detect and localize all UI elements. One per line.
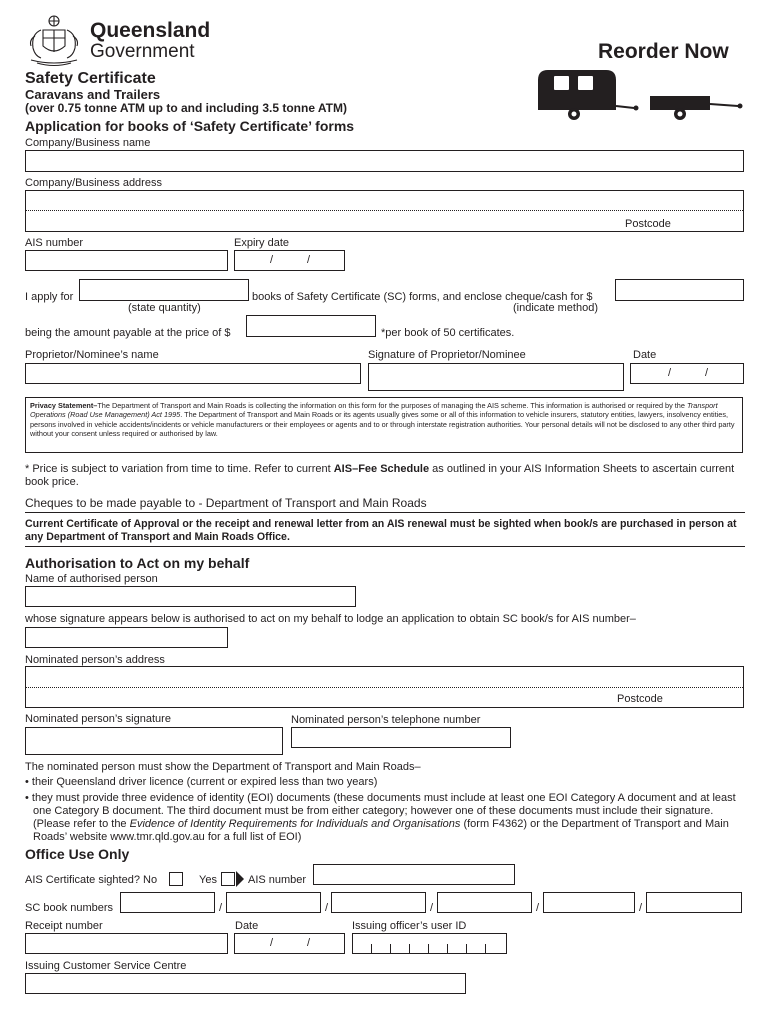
ais-number-label: AIS number: [25, 237, 84, 249]
authorised-name-field[interactable]: [25, 586, 356, 607]
must-show-text: The nominated person must show the Department of Transport and Main Roads–: [25, 761, 421, 773]
proprietor-signature-label: Signature of Proprietor/Nominee: [368, 349, 526, 361]
price-note: [25, 463, 745, 489]
ais-sighted-no-checkbox[interactable]: [169, 872, 183, 886]
officer-id-tick-4: [428, 944, 429, 953]
apply-for-label: I apply for: [25, 291, 74, 303]
sc-sep-3: /: [430, 902, 434, 914]
sc-sep-4: /: [536, 902, 540, 914]
sc-sep-5: /: [639, 902, 643, 914]
payment-amount-field[interactable]: [615, 279, 744, 301]
bullet-driver-licence-text: their Queensland driver licence (current or expired less than two years): [31, 776, 378, 788]
ais-sighted-yes-checkbox[interactable]: [221, 872, 235, 886]
service-centre-field[interactable]: [25, 973, 466, 994]
eoi-form-ref: Evidence of Identity Requirements for Individuals and Organisations: [129, 818, 461, 830]
price-note-text-2: as outlined in your AIS Information Sheets to ascertain current book price.: [25, 463, 735, 488]
address-divider: [26, 210, 743, 211]
office-date-field[interactable]: [234, 933, 345, 954]
receipt-number-label: Receipt number: [25, 920, 103, 932]
service-centre-label: Issuing Customer Service Centre: [25, 960, 187, 972]
officer-id-tick-7: [485, 944, 486, 953]
officer-id-tick-1: [371, 944, 372, 953]
privacy-text-1: The Department of Transport and Main Roads is collecting the information on this form for the purposes of managing the AIS scheme. This information is authorised or required by the: [97, 401, 687, 410]
per-book-text: *per book of 50 certificates.: [381, 327, 515, 339]
amount-payable-label: being the amount payable at the price of $: [25, 327, 231, 339]
bullet-eoi-text-1: they must provide three evidence of identity (EOI) documents (these documents must include at least one EOI Category A document and at least one Category B document. The third document must be from either category; however one of these documents must include their signature. (Please refer to the: [31, 792, 736, 830]
qld-coat-of-arms-logo: [25, 12, 83, 67]
nominated-signature-field[interactable]: [25, 727, 283, 755]
sc-book-number-2[interactable]: [226, 892, 321, 913]
form-heading: Application for books of ‘Safety Certificate’ forms: [25, 118, 355, 134]
sc-sep-2: /: [325, 902, 329, 914]
sc-book-number-1[interactable]: [120, 892, 215, 913]
company-name-label: Company/Business name: [25, 137, 151, 149]
nominated-telephone-label: Nominated person’s telephone number: [291, 714, 481, 726]
officer-id-field[interactable]: [352, 933, 507, 954]
reorder-now-title: Reorder Now: [598, 40, 729, 63]
receipt-number-field[interactable]: [25, 933, 228, 954]
sc-book-numbers-label: SC book numbers: [25, 902, 114, 914]
authorisation-heading: Authorisation to Act on my behalf: [25, 555, 250, 571]
officer-id-label: Issuing officer’s user ID: [352, 920, 467, 932]
bullet-eoi-text-2: (form F4362) or the Department of Transport and Main Roads’ website www.tmr.qld.gov.au for a full list of EOI): [33, 818, 729, 843]
expiry-date-label: Expiry date: [234, 237, 290, 249]
arrow-right-icon: [236, 871, 244, 887]
postcode-label: Postcode: [625, 218, 671, 230]
ais-number-field[interactable]: [25, 250, 228, 271]
expiry-date-field[interactable]: [234, 250, 345, 271]
privacy-heading: Privacy Statement–: [30, 401, 98, 410]
proprietor-name-field[interactable]: [25, 363, 361, 384]
privacy-act: Transport Operations (Road Use Management) Act 1995: [30, 401, 718, 420]
expiry-date-sep-1: /: [270, 254, 274, 266]
company-address-label: Company/Business address: [25, 177, 162, 189]
company-name-field[interactable]: [25, 150, 744, 172]
officer-id-tick-6: [466, 944, 467, 953]
sc-book-number-4[interactable]: [437, 892, 532, 913]
form-title: Safety Certificate: [25, 70, 156, 87]
sc-book-number-6[interactable]: [646, 892, 742, 913]
authorised-ais-number-field[interactable]: [25, 627, 228, 648]
date-sep-2: /: [705, 367, 709, 379]
privacy-text-2: . The Department of Transport and Main Roads or its agents usually gives some or all of this information to vehicle insurers, statutory entities, lawyers, insolvency entities, persons involved in vehicle accidents/incidents or vehicle manufacturers or their employees or agents and to or through interstate registration authorities. Your personal details will not be disclosed to any other third party without your consent unless required or authorised by law.: [30, 410, 735, 438]
org-name-line2: Government: [90, 41, 195, 62]
sc-book-number-3[interactable]: [331, 892, 426, 913]
proprietor-signature-field[interactable]: [368, 363, 624, 391]
quantity-field[interactable]: [79, 279, 249, 301]
cheques-note: Cheques to be made payable to - Department of Transport and Main Roads: [25, 496, 427, 510]
org-name-line1: Queensland: [90, 19, 211, 42]
bullet-driver-licence: • their Queensland driver licence (current or expired less than two years): [25, 776, 378, 788]
caravan-trailer-icon: [534, 68, 746, 122]
sc-book-number-5[interactable]: [543, 892, 635, 913]
office-ais-number-label: AIS number: [248, 874, 307, 886]
fee-schedule-ref: AIS–Fee Schedule: [333, 463, 430, 475]
office-use-heading: Office Use Only: [25, 846, 130, 862]
state-quantity-label: (state quantity): [128, 302, 201, 314]
certificate-note-rule-bottom: [25, 546, 745, 547]
office-ais-number-field[interactable]: [313, 864, 515, 885]
sc-sep-1: /: [219, 902, 223, 914]
form-subtitle-atm: (over 0.75 tonne ATM up to and including 3.5 tonne ATM): [25, 101, 347, 115]
price-note-text-1: * Price is subject to variation from time to time. Refer to current: [25, 463, 334, 475]
nominated-signature-label: Nominated person’s signature: [25, 713, 171, 725]
whose-signature-text: whose signature appears below is authorised to act on my behalf to lodge an application to obtain SC book/s for AIS number–: [25, 613, 636, 625]
nominated-address-divider: [26, 687, 743, 688]
office-date-sep-1: /: [270, 937, 274, 949]
date-label: Date: [633, 349, 657, 361]
nominated-postcode-label: Postcode: [617, 693, 663, 705]
books-text: books of Safety Certificate (SC) forms, and enclose cheque/cash for $: [252, 291, 593, 303]
nominated-telephone-field[interactable]: [291, 727, 511, 748]
nominated-address-label: Nominated person’s address: [25, 654, 165, 666]
bullet-eoi: • they must provide three evidence of identity (EOI) documents (these documents must include at least one EOI Category A document and at least one Category B document. The third document must be from either category; however one of these documents must include their signature. (Please refer to the Evidence of Identity Requirements for Individuals and Organisations (form F4362) or the Department of Transport and Main Roads’ website www.tmr.qld.gov.au for a full list of EOI): [25, 792, 736, 843]
officer-id-tick-5: [447, 944, 448, 953]
ais-sighted-label: AIS Certificate sighted? No: [25, 874, 158, 886]
indicate-method-label: (indicate method): [513, 302, 598, 314]
proprietor-name-label: Proprietor/Nominee’s name: [25, 349, 159, 361]
ais-sighted-yes-label: Yes: [199, 874, 217, 886]
form-subtitle: Caravans and Trailers: [25, 87, 161, 102]
certificate-note: Current Certificate of Approval or the receipt and renewal letter from an AIS renewal must be sighted when book/s are purchased in person at any Department of Transport and Main Roads Office.: [25, 518, 737, 543]
officer-id-tick-2: [390, 944, 391, 953]
date-sep-1: /: [668, 367, 672, 379]
authorised-name-label: Name of authorised person: [25, 573, 158, 585]
office-date-sep-2: /: [307, 937, 311, 949]
date-field[interactable]: [630, 363, 744, 384]
price-per-book-field[interactable]: [246, 315, 376, 337]
office-date-label: Date: [235, 920, 259, 932]
privacy-statement: [25, 397, 743, 453]
officer-id-tick-3: [409, 944, 410, 953]
expiry-date-sep-2: /: [307, 254, 311, 266]
certificate-note-rule-top: [25, 512, 745, 513]
org-name: [90, 20, 210, 62]
